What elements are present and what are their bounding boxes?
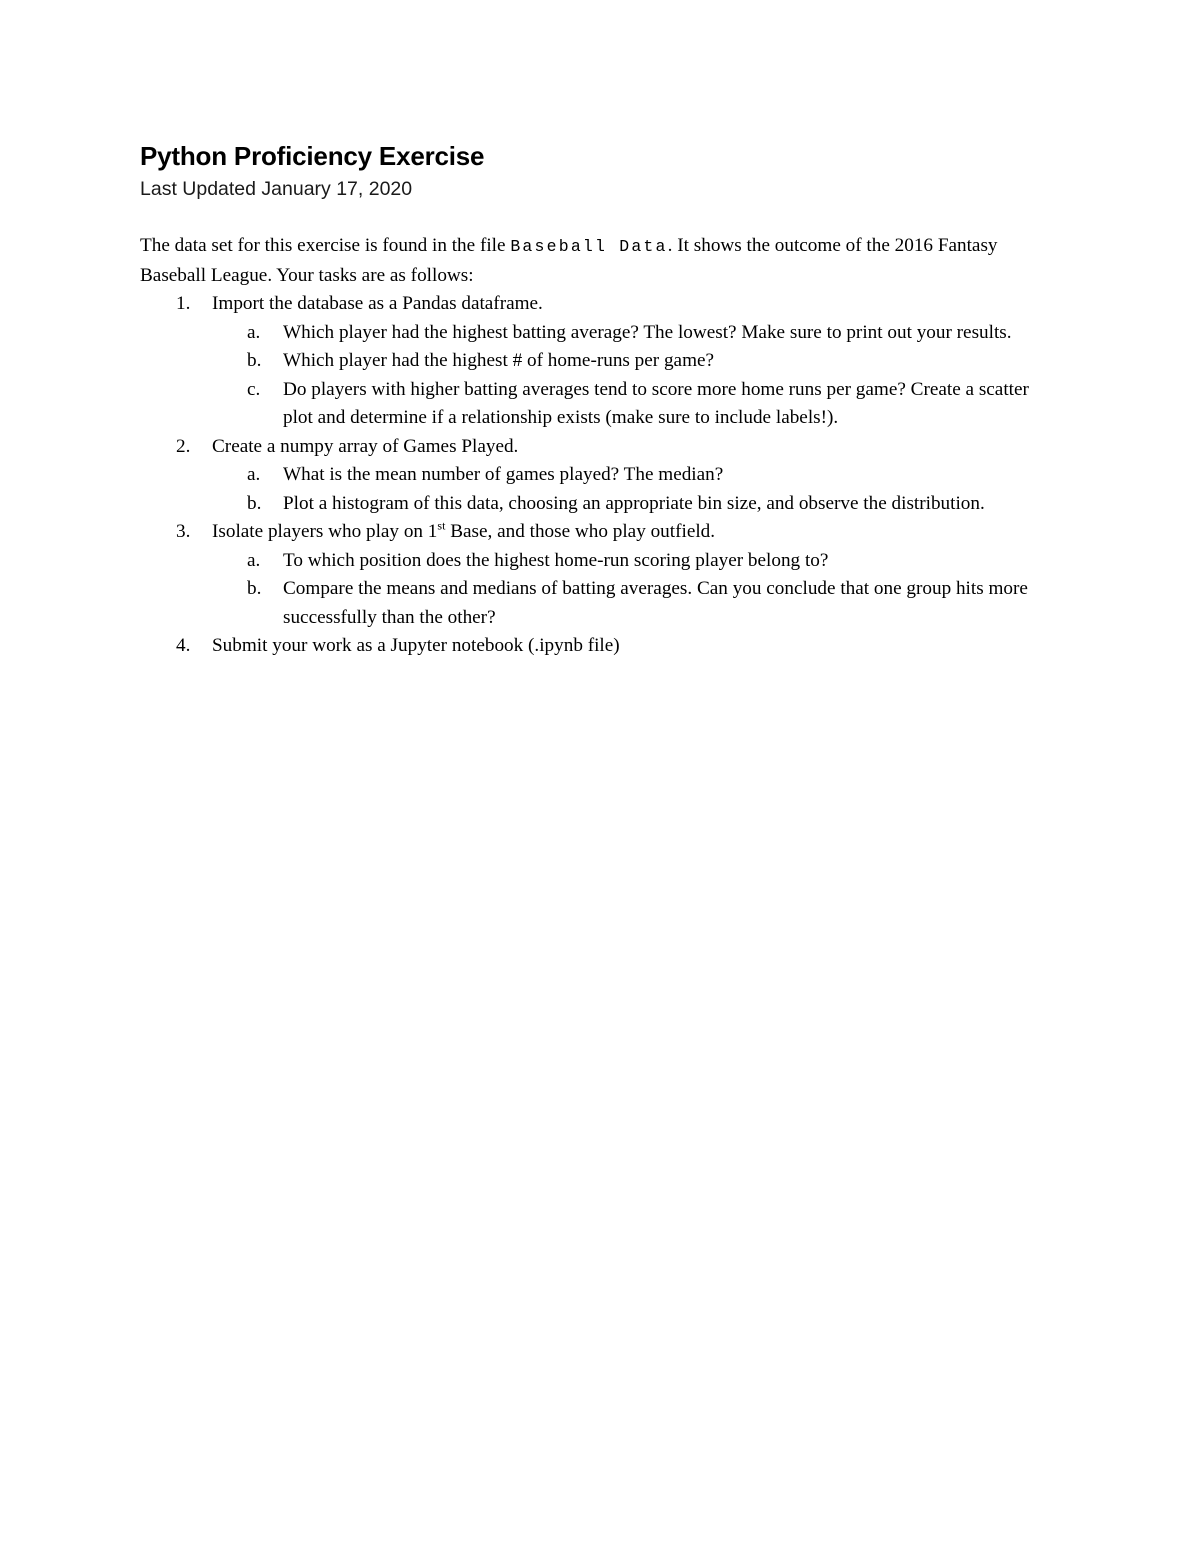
- task-text: [212, 518, 716, 542]
- task-text-end: Base, and those who play outfield.: [445, 521, 716, 542]
- intro-text-start: The data set for this exercise is found in the file: [140, 235, 511, 256]
- subtask-item: [212, 319, 1060, 348]
- subtask-letter: a.: [247, 464, 261, 485]
- task-item: [140, 632, 1060, 661]
- intro-paragraph: [140, 232, 1060, 290]
- subtask-item: [212, 461, 1060, 490]
- subtask-item: [212, 575, 1060, 632]
- task-number: 4.: [176, 635, 191, 656]
- subtask-letter: b.: [247, 350, 262, 371]
- subtask-text: Which player had the highest batting average? The lowest? Make sure to print out your results.: [283, 321, 1012, 343]
- task-text: Import the database as a Pandas dataframe.: [212, 293, 543, 314]
- subtask-item: [212, 376, 1060, 433]
- ordinal-superscript: st: [437, 518, 446, 533]
- subtask-item: [212, 490, 1060, 519]
- intro-text-end: . It shows the outcome of the 2016 Fantasy Baseball League. Your tasks are as follows:: [140, 235, 998, 286]
- subtask-letter: a.: [247, 549, 261, 571]
- task-item: [140, 290, 1060, 433]
- subtask-text: Which player had the highest # of home-runs per game?: [283, 350, 715, 371]
- task-number: 2.: [176, 435, 191, 457]
- document-page: [140, 138, 1060, 661]
- subtask-text: Do players with higher batting averages tend to score more home runs per game? Create a scatter plot and determine if a relationship exists (make sure to include labels!).: [283, 378, 1029, 428]
- subtask-text: What is the mean number of games played? The median?: [283, 464, 724, 485]
- subtask-list: [212, 547, 1060, 633]
- subtask-text: Compare the means and medians of batting averages. Can you conclude that one group hits more successfully than the other?: [283, 578, 1028, 628]
- subtask-list: [212, 461, 1060, 518]
- file-name: Baseball Data: [510, 237, 668, 256]
- subtask-letter: c.: [247, 378, 261, 400]
- task-text: Create a numpy array of Games Played.: [212, 435, 519, 457]
- document-title: Python Proficiency Exercise: [140, 141, 485, 171]
- subtask-text: Plot a histogram of this data, choosing an appropriate bin size, and observe the distribution.: [283, 492, 985, 514]
- subtask-text: To which position does the highest home-run scoring player belong to?: [283, 549, 829, 571]
- task-number: 1.: [176, 293, 191, 314]
- task-number: 3.: [176, 521, 191, 542]
- subtask-letter: b.: [247, 578, 262, 599]
- last-updated-subtitle: Last Updated January 17, 2020: [140, 178, 413, 200]
- subtask-letter: b.: [247, 492, 262, 514]
- subtask-item: [212, 347, 1060, 376]
- task-item: [140, 433, 1060, 519]
- subtask-list: [212, 319, 1060, 433]
- task-text-start: Isolate players who play on 1: [212, 521, 438, 542]
- task-item: [140, 518, 1060, 632]
- subtask-item: [212, 547, 1060, 576]
- subtask-letter: a.: [247, 321, 261, 343]
- task-list: [140, 290, 1060, 661]
- task-text: Submit your work as a Jupyter notebook (.ipynb file): [212, 635, 620, 656]
